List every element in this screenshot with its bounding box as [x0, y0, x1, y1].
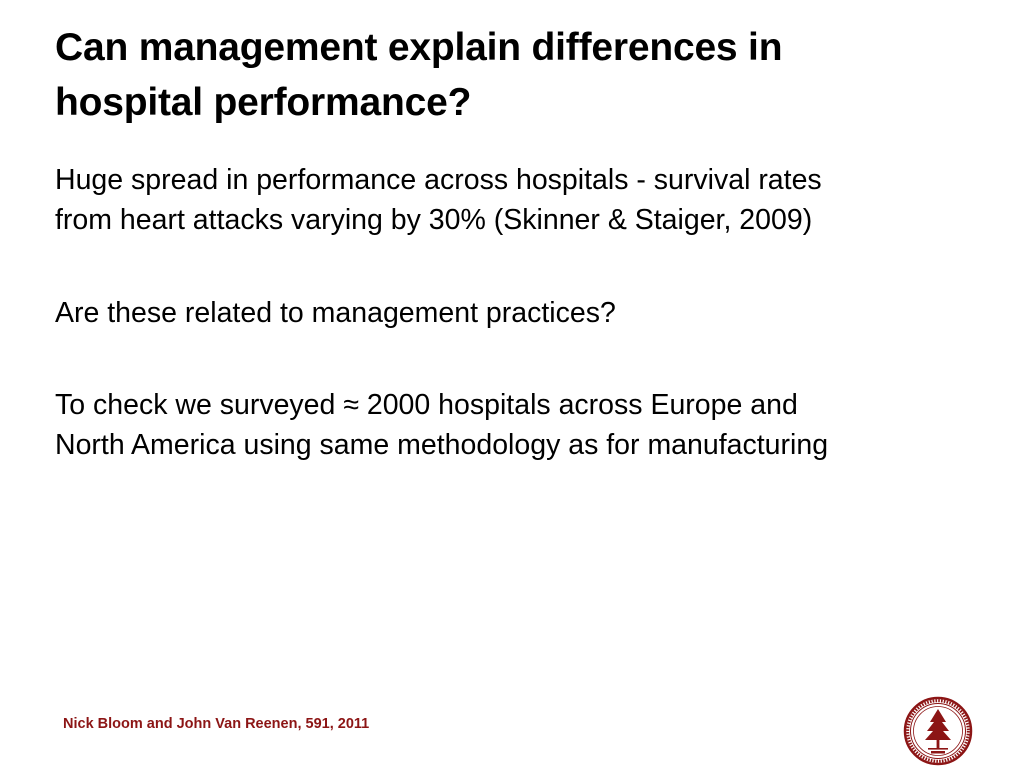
- footer-credit: Nick Bloom and John Van Reenen, 591, 2011: [63, 716, 370, 732]
- body-paragraph-2: Are these related to management practices?: [55, 297, 616, 329]
- body-paragraph-3: To check we surveyed ≈ 2000 hospitals across Europe and North America using same methodology as for manufacturing: [55, 389, 829, 461]
- body-paragraph-1: Huge spread in performance across hospitals - survival rates from heart attacks varying by 30% (Skinner & Staiger, 2009): [55, 164, 822, 236]
- university-seal-icon: [903, 696, 973, 766]
- slide-body: [55, 160, 1005, 517]
- slide-title: Can management explain differences in hospital performance?: [55, 26, 783, 124]
